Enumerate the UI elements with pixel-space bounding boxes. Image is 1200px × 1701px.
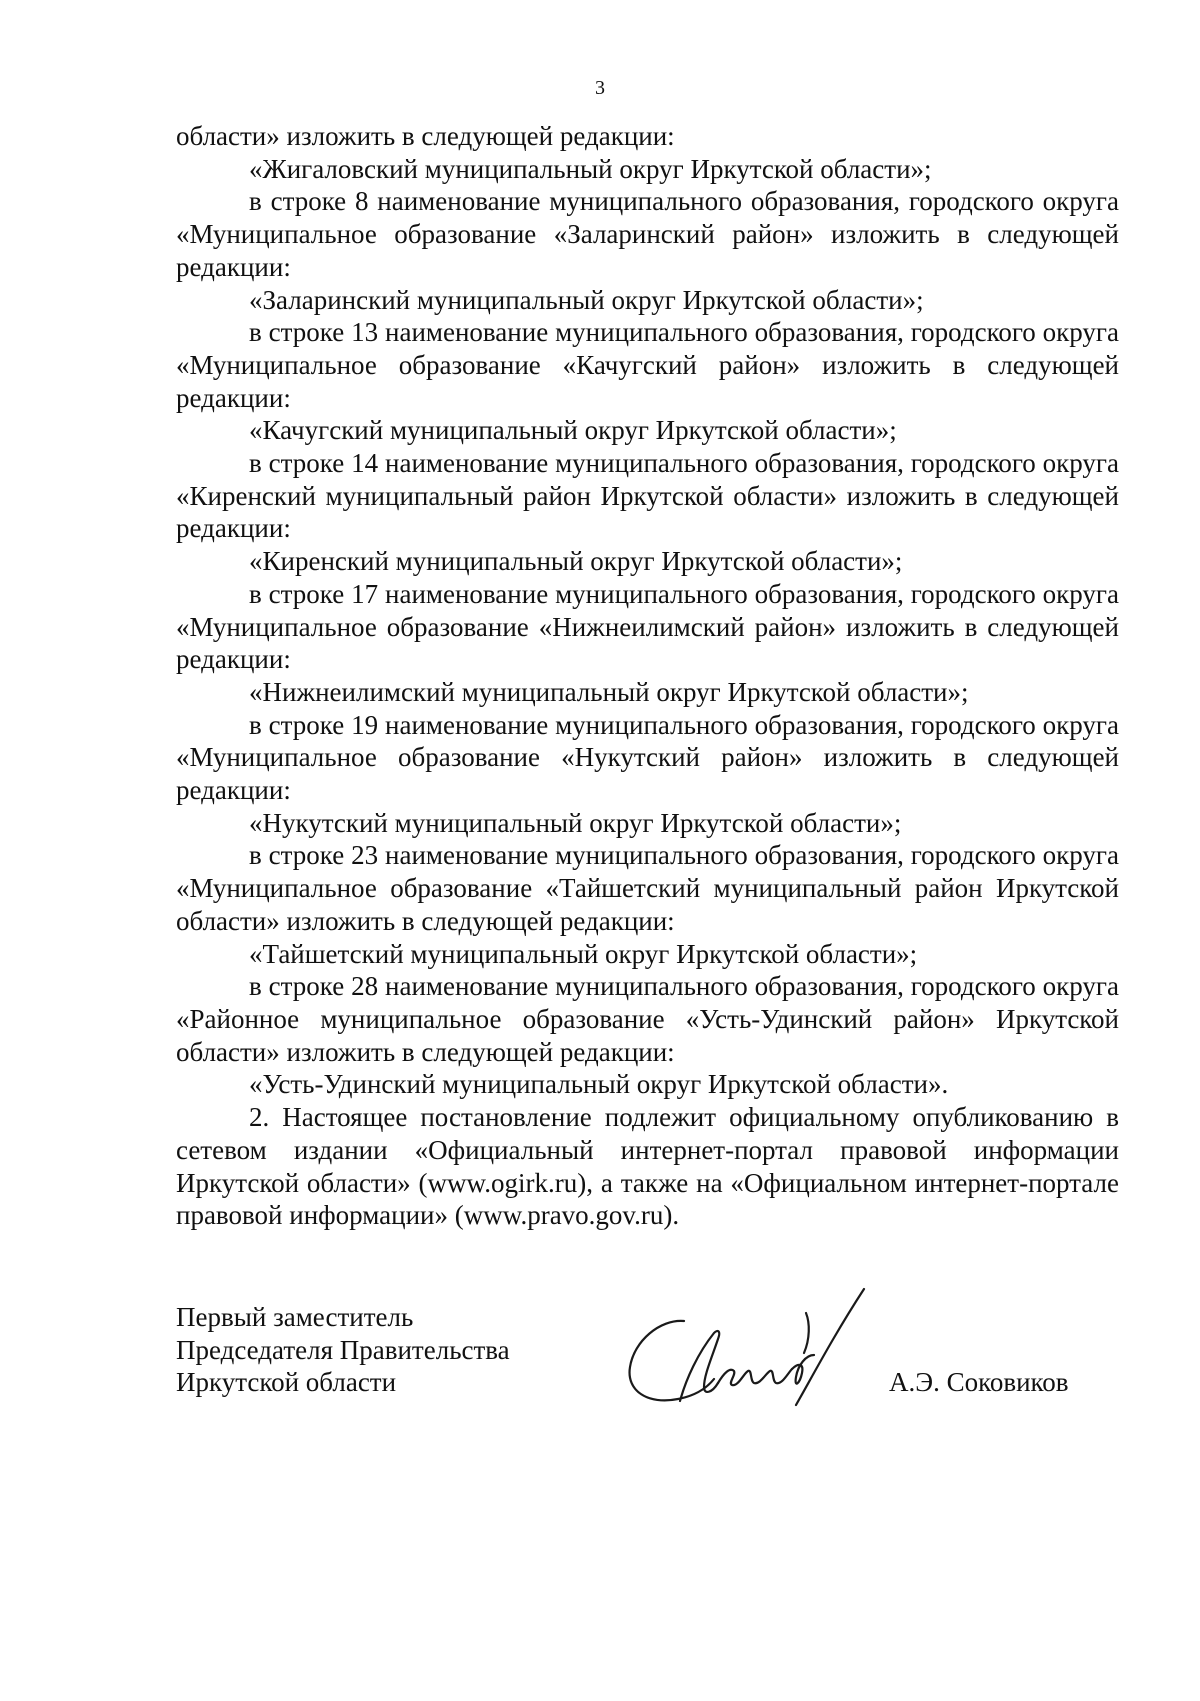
paragraph: «Усть-Удинский муниципальный округ Иркутской области». (249, 1069, 949, 1100)
signer-title-line: Иркутской области (176, 1367, 397, 1397)
paragraph: области» изложить в следующей редакции: (176, 121, 675, 151)
signer-title-line: Первый заместитель (176, 1302, 414, 1332)
paragraph: в строке 14 наименование муниципального образования, городского округа «Киренский муниципальный район Иркутской области» изложить в следующей редакции: (176, 448, 1119, 544)
paragraph: 2. Настоящее постановление подлежит официальному опубликованию в сетевом издании «Официальный интернет-портал правовой информации Иркутской области» (www.ogirk.ru), а также на «Официальном интернет-портале правовой информации» (www.pravo.gov.ru). (176, 1102, 1119, 1231)
paragraph: «Нукутский муниципальный округ Иркутской области»; (249, 807, 902, 838)
page-number: 3 (595, 77, 605, 99)
paragraph: в строке 13 наименование муниципального образования, городского округа «Муниципальное образование «Качугский район» изложить в следующей редакции: (176, 317, 1119, 413)
paragraph: в строке 28 наименование муниципального образования, городского округа «Районное муниципальное образование «Усть-Удинский район» Иркутской области» изложить в следующей редакции: (176, 971, 1119, 1067)
paragraph: «Нижнеилимский муниципальный округ Иркутской области»; (249, 676, 969, 707)
paragraph: «Качугский муниципальный округ Иркутской области»; (249, 415, 897, 446)
paragraph: в строке 19 наименование муниципального образования, городского округа «Муниципальное образование «Нукутский район» изложить в следующей редакции: (176, 709, 1119, 806)
paragraph: в строке 23 наименование муниципального образования, городского округа «Муниципальное образование «Тайшетский муниципальный район Иркутской области» изложить в следующей редакции: (176, 840, 1119, 936)
paragraph: «Жигаловский муниципальный округ Иркутской области»; (249, 153, 932, 184)
signer-name: А.Э. Соковиков (889, 1367, 1069, 1397)
paragraph: «Киренский муниципальный округ Иркутской области»; (249, 546, 903, 577)
paragraph: в строке 17 наименование муниципального образования, городского округа «Муниципальное образование «Нижнеилимский район» изложить в следующей редакции: (176, 578, 1119, 675)
signer-title-line: Председателя Правительства (176, 1334, 510, 1365)
paragraph: в строке 8 наименование муниципального образования, городского округа «Муниципальное образование «Заларинский район» изложить в следующей редакции: (176, 186, 1119, 282)
signer-title (176, 1301, 596, 1399)
signature-block (176, 1301, 1119, 1441)
paragraph: «Заларинский муниципальный округ Иркутской области»; (249, 284, 924, 315)
document-body (176, 120, 1119, 1232)
paragraph: «Тайшетский муниципальный округ Иркутской области»; (249, 938, 918, 969)
handwritten-signature (620, 1279, 870, 1419)
